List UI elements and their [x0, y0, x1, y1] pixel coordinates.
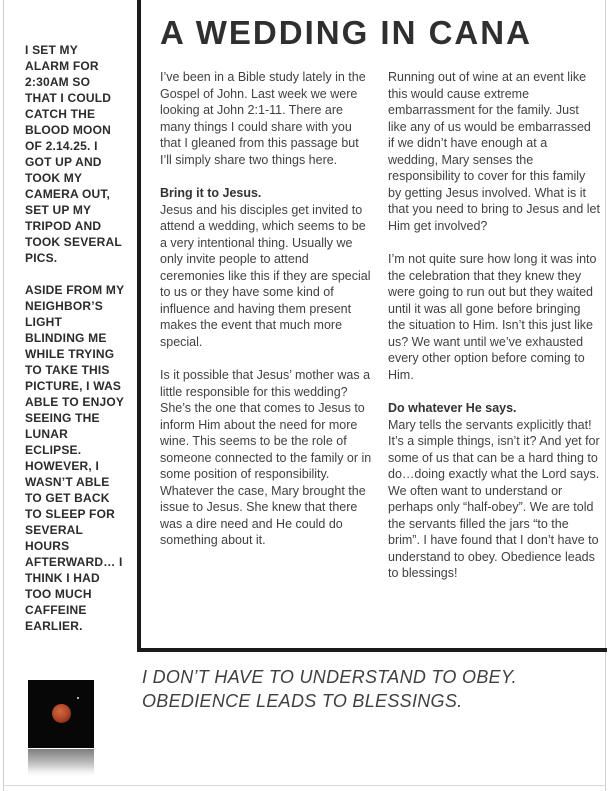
- body-paragraph: Mary tells the servants explicitly that! It’s a simple things, isn’t it? And yet for some of us that can be a hard thing to do…doing exactly what the Lord says. We often want to understand or perhaps only “half-obey”. We are told the servants filled the jars “to the brim”. I have found that I don’t have to understand to obey. Obedience leads to blessings!: [388, 417, 600, 580]
- article-title: A WEDDING IN CANA: [160, 14, 532, 51]
- body-paragraph: Is it possible that Jesus’ mother was a little responsible for this wedding? She’s the one that comes to Jesus to inform Him about the need for more wine. This seems to be the role of someone connected to the family or in some position of responsibility. Whatever the case, Mary brought the issue to Jesus. She knew that there was a dire need and He could do something about it.: [160, 368, 372, 547]
- section-heading: Do whatever He says.: [388, 401, 517, 415]
- section-heading: Bring it to Jesus.: [160, 186, 262, 200]
- sidebar-note: [25, 42, 125, 650]
- body-paragraph: Running out of wine at an event like this would cause extreme embarrassment for the family. Just like any of us would be embarrassed if we didn’t have enough at a wedding, Mary senses the responsibility to cover for this family by getting Jesus involved. What is it that you need to bring to Jesus and let Him get involved?: [388, 70, 600, 233]
- article-columns: [160, 69, 607, 599]
- article: [137, 0, 607, 652]
- moon-image: [52, 704, 71, 723]
- body-paragraph: I’ve been in a Bible study lately in the Gospel of John. Last week we were looking at John 2:1-11. There are many things I could share with you that I gleaned from this passage but I’ll simply share two things here.: [160, 70, 366, 167]
- body-paragraph: Jesus and his disciples get invited to attend a wedding, which seems to be a very intentional thing. Usually we only invite people to attend ceremonies like this if they are special to us or they have some kind of influence and having them present makes the event that much more special.: [160, 202, 371, 349]
- sidebar-paragraph: ASIDE FROM MY NEIGHBOR’S LIGHT BLINDING ME WHILE TRYING TO TAKE THIS PICTURE, I WAS ABLE TO ENJOY SEEING THE LUNAR ECLIPSE. HOWEVER, I WASN’T ABLE TO GET BACK TO SLEEP FOR SEVERAL HOURS AFTERWARD… I THINK I HAD TOO MUCH CAFFEINE EARLIER.: [25, 283, 125, 633]
- star-dot: [77, 697, 79, 699]
- body-paragraph: I’m not quite sure how long it was into the celebration that they knew they were going to run out but they waited until it was all gone before bringing the situation to Him. Isn’t this just like us? We want until we’ve exhausted every other option before coming to Him.: [388, 252, 597, 382]
- article-column: [388, 69, 600, 599]
- page-edge-bottom: [3, 785, 606, 786]
- sidebar-paragraph: I SET MY ALARM FOR 2:30AM SO THAT I COULD CATCH THE BLOOD MOON OF 2.14.25. I GOT UP AND TOOK MY CAMERA OUT, SET UP MY TRIPOD AND TOOK SEVERAL PICS.: [25, 43, 122, 265]
- photo-reflection: [28, 749, 94, 776]
- pull-quote: I DON’T HAVE TO UNDERSTAND TO OBEY. OBEDIENCE LEADS TO BLESSINGS.: [142, 667, 517, 711]
- article-column: [160, 69, 372, 599]
- blood-moon-photo: [28, 680, 94, 748]
- page-edge-left: [3, 0, 4, 791]
